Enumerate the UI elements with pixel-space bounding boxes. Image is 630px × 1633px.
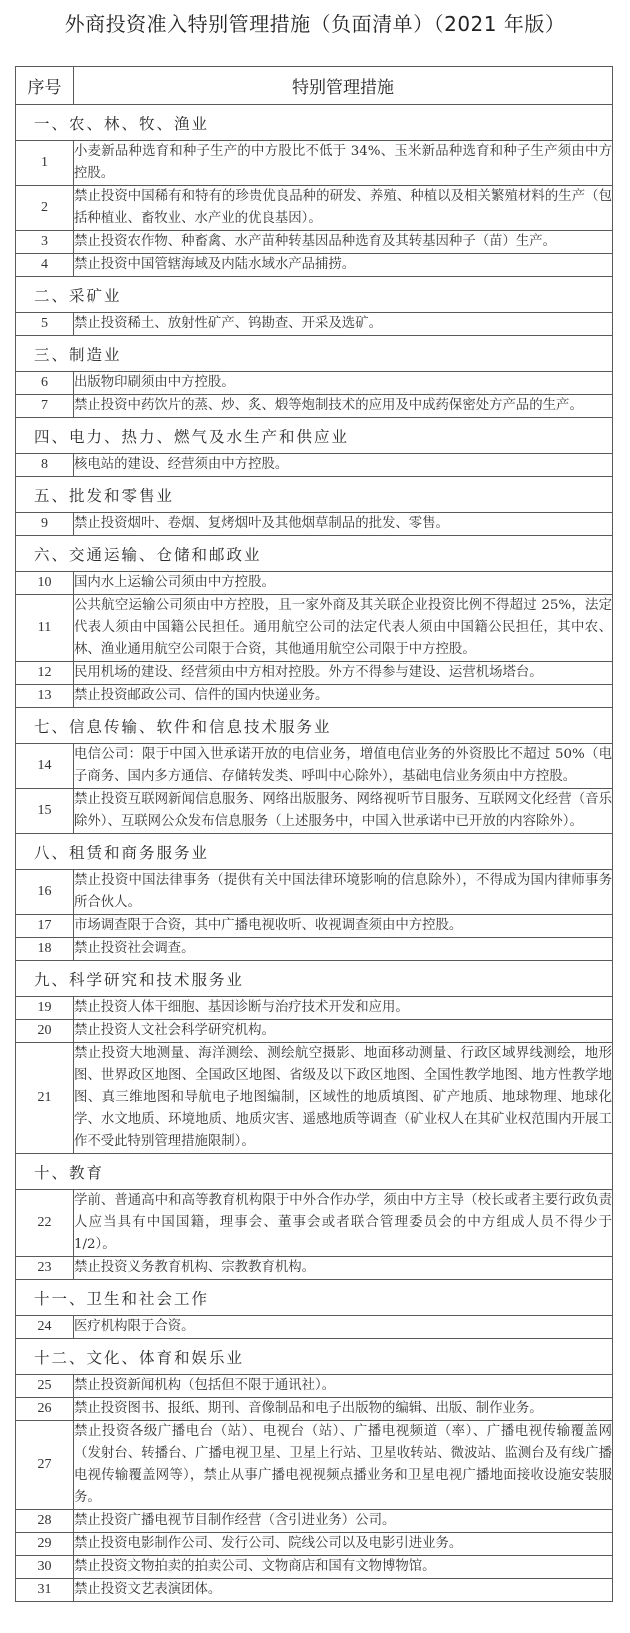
table-row — [16, 1421, 613, 1510]
item-number: 16 — [16, 870, 74, 915]
table-row — [16, 789, 613, 834]
section-row — [16, 1339, 613, 1375]
item-measure: 学前、普通高中和高等教育机构限于中外合作办学，须由中方主导（校长或者主要行政负责人应当具有中国国籍，理事会、董事会或者联合管理委员会的中方组成人员不得少于 1/2）。 — [74, 1190, 613, 1257]
section-title: 三、制造业 — [16, 336, 613, 372]
item-number: 20 — [16, 1020, 74, 1043]
table-row — [16, 1043, 613, 1154]
item-number: 18 — [16, 938, 74, 961]
document-title: 外商投资准入特别管理措施（负面清单）（2021 年版） — [64, 12, 566, 36]
item-number: 23 — [16, 1257, 74, 1280]
table-row — [16, 1375, 613, 1398]
table-row — [16, 513, 613, 536]
item-number: 30 — [16, 1556, 74, 1579]
item-measure: 禁止投资人文社会科学研究机构。 — [74, 1020, 613, 1043]
section-title: 五、批发和零售业 — [16, 477, 613, 513]
table-row — [16, 254, 613, 277]
item-measure: 小麦新品种选育和种子生产的中方股比不低于 34%、玉米新品种选育和种子生产须由中方控股。 — [74, 141, 613, 186]
item-measure: 禁止投资社会调查。 — [74, 938, 613, 961]
item-measure: 禁止投资农作物、种畜禽、水产苗种转基因品种选育及其转基因种子（苗）生产。 — [74, 231, 613, 254]
section-title: 一、农、林、牧、渔业 — [16, 105, 613, 141]
item-number: 19 — [16, 997, 74, 1020]
item-measure: 公共航空运输公司须由中方控股，且一家外商及其关联企业投资比例不得超过 25%，法定代表人须由中国籍公民担任。通用航空公司的法定代表人须由中国籍公民担任，其中农、林、渔业通用航空公司限于合资，其他通用航空公司限于中方控股。 — [74, 595, 613, 662]
item-number: 11 — [16, 595, 74, 662]
table-row — [16, 915, 613, 938]
section-title: 十、教育 — [16, 1154, 613, 1190]
item-measure: 禁止投资邮政公司、信件的国内快递业务。 — [74, 685, 613, 708]
item-measure: 市场调查限于合资，其中广播电视收听、收视调查须由中方控股。 — [74, 915, 613, 938]
item-measure: 禁止投资文艺表演团体。 — [74, 1579, 613, 1602]
table-row — [16, 372, 613, 395]
table-row — [16, 744, 613, 789]
item-measure: 禁止投资大地测量、海洋测绘、测绘航空摄影、地面移动测量、行政区域界线测绘，地形图、世界政区地图、全国政区地图、省级及以下政区地图、全国性教学地图、地方性教学地图、真三维地图和导航电子地图编制，区域性的地质填图、矿产地质、地球物理、地球化学、水文地质、环境地质、地质灾害、遥感地质等调查（矿业权人在其矿业权范围内开展工作不受此特别管理措施限制）。 — [74, 1043, 613, 1154]
item-number: 15 — [16, 789, 74, 834]
table-row — [16, 662, 613, 685]
table-row — [16, 870, 613, 915]
item-measure: 禁止投资人体干细胞、基因诊断与治疗技术开发和应用。 — [74, 997, 613, 1020]
item-measure: 核电站的建设、经营须由中方控股。 — [74, 454, 613, 477]
section-row — [16, 1280, 613, 1316]
table-row — [16, 395, 613, 418]
section-row — [16, 418, 613, 454]
section-row — [16, 277, 613, 313]
table-row — [16, 231, 613, 254]
item-number: 8 — [16, 454, 74, 477]
item-measure: 出版物印刷须由中方控股。 — [74, 372, 613, 395]
section-row — [16, 1154, 613, 1190]
item-measure: 禁止投资文物拍卖的拍卖公司、文物商店和国有文物博物馆。 — [74, 1556, 613, 1579]
item-number: 9 — [16, 513, 74, 536]
item-number: 1 — [16, 141, 74, 186]
item-number: 12 — [16, 662, 74, 685]
item-number: 4 — [16, 254, 74, 277]
item-measure: 禁止投资互联网新闻信息服务、网络出版服务、网络视听节目服务、互联网文化经营（音乐除外）、互联网公众发布信息服务（上述服务中，中国入世承诺中已开放的内容除外）。 — [74, 789, 613, 834]
item-measure: 禁止投资中药饮片的蒸、炒、炙、煅等炮制技术的应用及中成药保密处方产品的生产。 — [74, 395, 613, 418]
item-measure: 禁止投资中国稀有和特有的珍贵优良品种的研发、养殖、种植以及相关繁殖材料的生产（包括种植业、畜牧业、水产业的优良基因）。 — [74, 186, 613, 231]
item-number: 14 — [16, 744, 74, 789]
item-measure: 禁止投资稀土、放射性矿产、钨勘查、开采及选矿。 — [74, 313, 613, 336]
item-measure: 国内水上运输公司须由中方控股。 — [74, 572, 613, 595]
item-number: 10 — [16, 572, 74, 595]
table-row — [16, 595, 613, 662]
item-number: 24 — [16, 1316, 74, 1339]
item-measure: 禁止投资中国法律事务（提供有关中国法律环境影响的信息除外），不得成为国内律师事务所合伙人。 — [74, 870, 613, 915]
item-number: 25 — [16, 1375, 74, 1398]
table-row — [16, 141, 613, 186]
table-row — [16, 572, 613, 595]
table-row — [16, 1398, 613, 1421]
item-measure: 禁止投资烟叶、卷烟、复烤烟叶及其他烟草制品的批发、零售。 — [74, 513, 613, 536]
item-measure: 民用机场的建设、经营须由中方相对控股。外方不得参与建设、运营机场塔台。 — [74, 662, 613, 685]
item-number: 22 — [16, 1190, 74, 1257]
table-row — [16, 1190, 613, 1257]
item-number: 7 — [16, 395, 74, 418]
item-measure: 禁止投资新闻机构（包括但不限于通讯社）。 — [74, 1375, 613, 1398]
section-row — [16, 834, 613, 870]
item-measure: 禁止投资义务教育机构、宗教教育机构。 — [74, 1257, 613, 1280]
table-header-row — [16, 67, 613, 105]
item-number: 13 — [16, 685, 74, 708]
table-row — [16, 1316, 613, 1339]
item-measure: 医疗机构限于合资。 — [74, 1316, 613, 1339]
section-title: 四、电力、热力、燃气及水生产和供应业 — [16, 418, 613, 454]
item-number: 28 — [16, 1510, 74, 1533]
section-row — [16, 961, 613, 997]
section-title: 六、交通运输、仓储和邮政业 — [16, 536, 613, 572]
table-row — [16, 186, 613, 231]
column-header-number: 序号 — [16, 67, 74, 105]
item-number: 31 — [16, 1579, 74, 1602]
section-title: 九、科学研究和技术服务业 — [16, 961, 613, 997]
section-row — [16, 536, 613, 572]
section-title: 八、租赁和商务服务业 — [16, 834, 613, 870]
section-title: 十二、文化、体育和娱乐业 — [16, 1339, 613, 1375]
item-measure: 禁止投资各级广播电台（站）、电视台（站）、广播电视频道（率）、广播电视传输覆盖网（发射台、转播台、广播电视卫星、卫星上行站、卫星收转站、微波站、监测台及有线广播电视传输覆盖网等），禁止从事广播电视视频点播业务和卫星电视广播地面接收设施安装服务。 — [74, 1421, 613, 1510]
section-title: 二、采矿业 — [16, 277, 613, 313]
item-measure: 禁止投资广播电视节目制作经营（含引进业务）公司。 — [74, 1510, 613, 1533]
table-row — [16, 1533, 613, 1556]
section-row — [16, 336, 613, 372]
item-number: 29 — [16, 1533, 74, 1556]
table-row — [16, 454, 613, 477]
table-row — [16, 1556, 613, 1579]
item-number: 6 — [16, 372, 74, 395]
table-row — [16, 938, 613, 961]
item-number: 17 — [16, 915, 74, 938]
negative-list-table — [15, 66, 613, 1602]
column-header-measure: 特别管理措施 — [74, 67, 613, 105]
table-row — [16, 1020, 613, 1043]
table-row — [16, 997, 613, 1020]
item-number: 21 — [16, 1043, 74, 1154]
item-number: 27 — [16, 1421, 74, 1510]
section-title: 七、信息传输、软件和信息技术服务业 — [16, 708, 613, 744]
item-measure: 禁止投资图书、报纸、期刊、音像制品和电子出版物的编辑、出版、制作业务。 — [74, 1398, 613, 1421]
table-row — [16, 313, 613, 336]
item-number: 3 — [16, 231, 74, 254]
item-number: 2 — [16, 186, 74, 231]
section-row — [16, 105, 613, 141]
item-number: 5 — [16, 313, 74, 336]
item-measure: 电信公司：限于中国入世承诺开放的电信业务，增值电信业务的外资股比不超过 50%（电子商务、国内多方通信、存储转发类、呼叫中心除外），基础电信业务须由中方控股。 — [74, 744, 613, 789]
item-measure: 禁止投资中国管辖海域及内陆水域水产品捕捞。 — [74, 254, 613, 277]
table-row — [16, 1510, 613, 1533]
item-measure: 禁止投资电影制作公司、发行公司、院线公司以及电影引进业务。 — [74, 1533, 613, 1556]
table-row — [16, 1579, 613, 1602]
table-row — [16, 1257, 613, 1280]
section-row — [16, 477, 613, 513]
section-title: 十一、卫生和社会工作 — [16, 1280, 613, 1316]
item-number: 26 — [16, 1398, 74, 1421]
section-row — [16, 708, 613, 744]
table-row — [16, 685, 613, 708]
